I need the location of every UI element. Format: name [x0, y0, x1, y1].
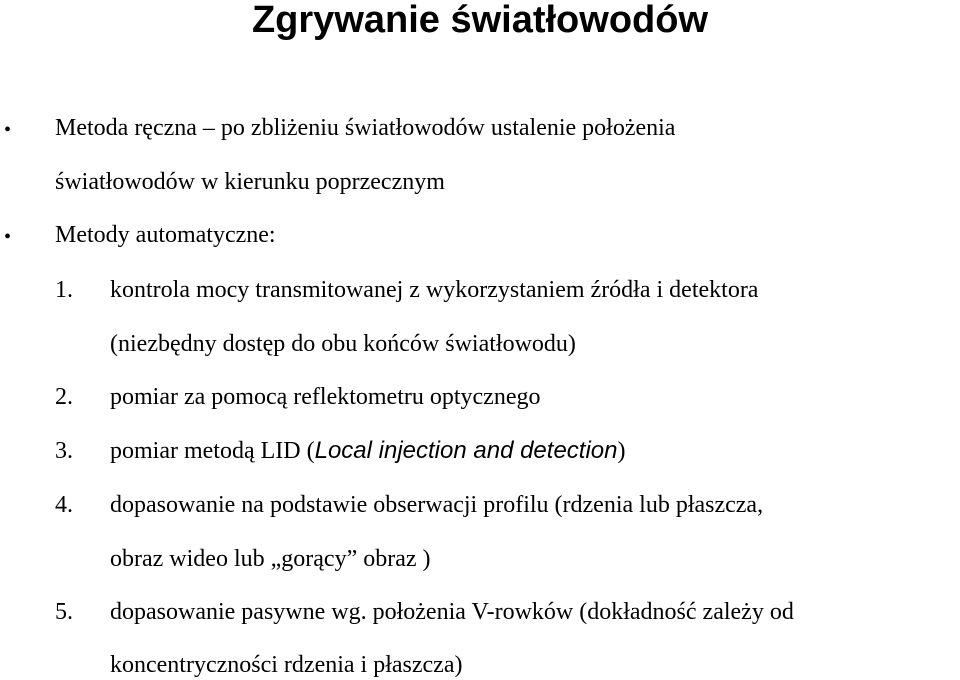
bullet-text: Metoda ręczna – po zbliżeniu światłowodów ustalenie położenia [55, 115, 676, 141]
list-number: 3. [55, 438, 73, 464]
list-item-text: (niezbędny dostęp do obu końców światłowodu) [110, 331, 576, 357]
list-item-text: dopasowanie na podstawie obserwacji profilu (rdzenia lub płaszcza, [110, 492, 764, 518]
list-item-text: kontrola mocy transmitowanej z wykorzystaniem źródła i detektora [110, 277, 759, 303]
list-number: 2. [55, 384, 73, 410]
list-number: 1. [55, 277, 73, 303]
list-item-text: koncentryczności rdzenia i płaszcza) [110, 652, 463, 678]
list-item-text: obraz wideo lub „gorący” obraz ) [110, 546, 431, 572]
bullet-text: światłowodów w kierunku poprzecznym [55, 169, 445, 195]
bullet-text: Metody automatyczne: [55, 222, 276, 248]
list-item-suffix: ) [617, 438, 626, 464]
list-item-prefix: pomiar metodą LID ( [110, 438, 315, 464]
list-number: 4. [55, 492, 73, 518]
bullet-icon: • [4, 119, 12, 141]
bullet-icon: • [4, 226, 12, 248]
slide-title: Zgrywanie światłowodów [251, 0, 709, 41]
list-item-italic: Local injection and detection [314, 437, 618, 464]
list-item-text: dopasowanie pasywne wg. położenia V-rowków (dokładność zależy od [110, 599, 794, 625]
list-item-text [110, 437, 626, 465]
list-item-text: pomiar za pomocą reflektometru optycznego [110, 384, 541, 410]
list-number: 5. [55, 599, 73, 625]
